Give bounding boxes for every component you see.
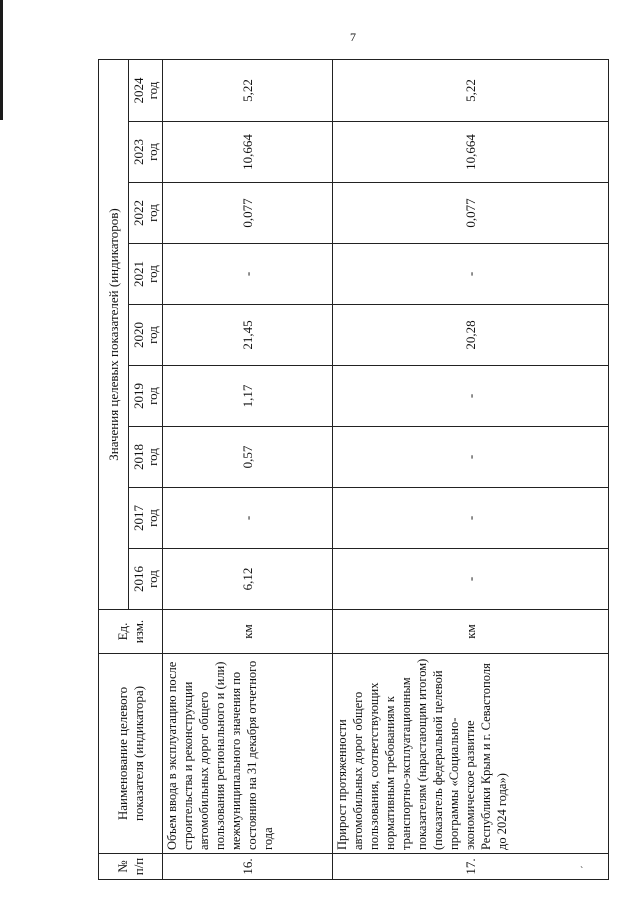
row-16-num: 16.	[163, 854, 333, 880]
row-17-2020: 20,28	[333, 305, 609, 366]
table-row	[333, 60, 609, 880]
row-17-unit: км	[333, 610, 609, 654]
row-16-2020: 21,45	[163, 305, 333, 366]
row-16-name: Объем ввода в эксплуатацию после строительства и реконструкции автомобильных дорог общего пользования регионального и (или) межмуниципального значения по состоянию на 31 декабря отчетного года	[163, 654, 333, 854]
rotated-table-wrapper	[98, 60, 608, 880]
row-16-2019: 1,17	[163, 366, 333, 427]
header-year-2016: 2016 год	[129, 549, 163, 610]
row-16-2017: -	[163, 488, 333, 549]
header-unit: Ед. изм.	[99, 610, 163, 654]
header-year-2022: 2022 год	[129, 183, 163, 244]
row-16-2022: 0,077	[163, 183, 333, 244]
row-17-num: 17.	[333, 854, 609, 880]
row-16-unit: км	[163, 610, 333, 654]
footer-mark: `	[580, 866, 584, 877]
header-year-2024: 2024 год	[129, 60, 163, 122]
row-16-2021: -	[163, 244, 333, 305]
row-16-2018: 0,57	[163, 427, 333, 488]
row-17-2023: 10,664	[333, 122, 609, 183]
row-17-2024: 5,22	[333, 60, 609, 122]
row-17-2022: 0,077	[333, 183, 609, 244]
row-17-2016: -	[333, 549, 609, 610]
table-row	[163, 60, 333, 880]
row-16-2023: 10,664	[163, 122, 333, 183]
row-17-2017: -	[333, 488, 609, 549]
row-17-2021: -	[333, 244, 609, 305]
header-year-2021: 2021 год	[129, 244, 163, 305]
row-17-2018: -	[333, 427, 609, 488]
page-number: 7	[350, 30, 356, 44]
header-year-2020: 2020 год	[129, 305, 163, 366]
header-values-group: Значения целевых показателей (индикаторов)	[99, 60, 129, 610]
header-name: Наименование целевого показателя (индикатора)	[99, 654, 163, 854]
row-16-2016: 6,12	[163, 549, 333, 610]
header-year-2017: 2017 год	[129, 488, 163, 549]
header-year-2019: 2019 год	[129, 366, 163, 427]
row-16-2024: 5,22	[163, 60, 333, 122]
page-edge-shadow	[0, 0, 3, 120]
row-17-2019: -	[333, 366, 609, 427]
header-num: № п/п	[99, 854, 163, 880]
indicators-table	[98, 59, 609, 880]
header-year-2023: 2023 год	[129, 122, 163, 183]
header-year-2018: 2018 год	[129, 427, 163, 488]
row-17-name: Прирост протяженности автомобильных дорог общего пользования, соответствующих нормативным требованиям к транспортно-эксплуатационным показателям (нарастающим итогом) (показатель федеральной целевой программы «Социально-экономическое развитие Республики Крым и г. Севастополя до 2024 года»)	[333, 654, 609, 854]
